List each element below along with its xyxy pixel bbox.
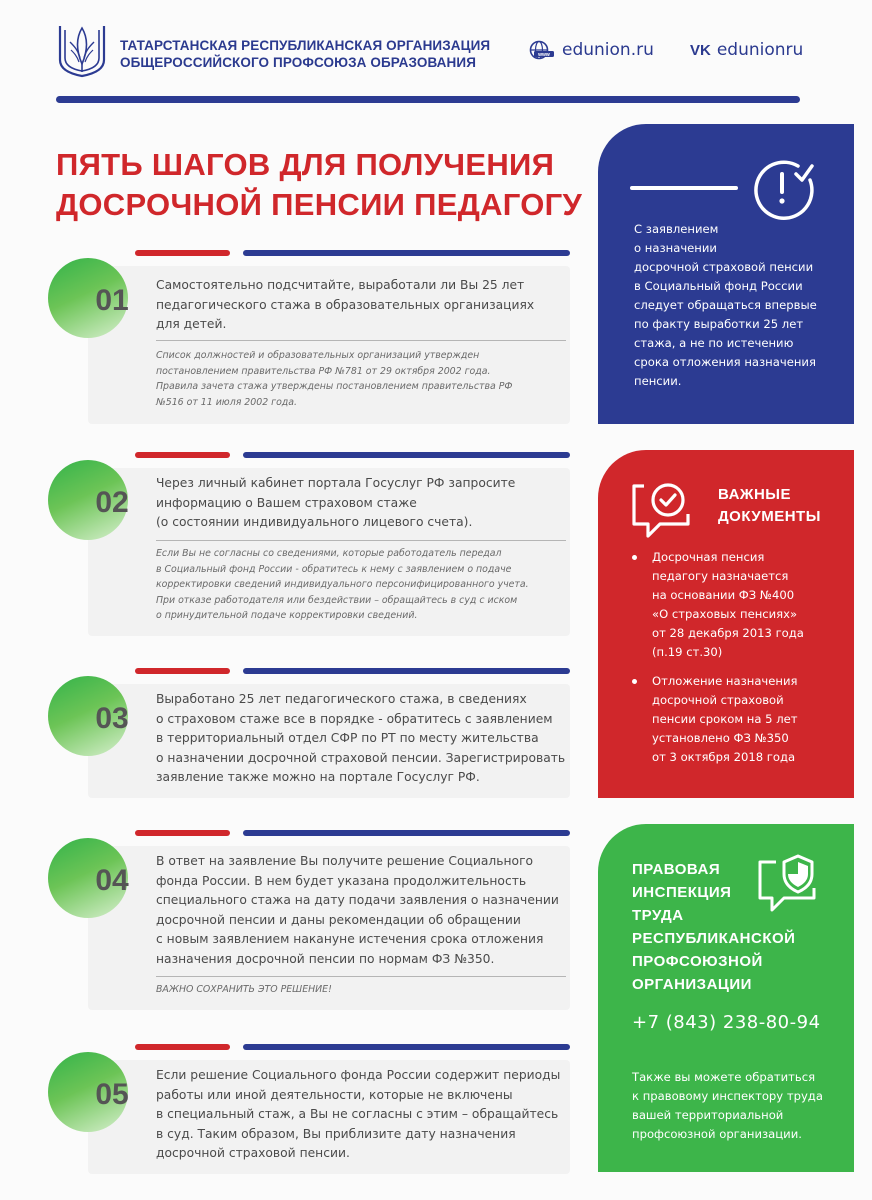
- page-header: [0, 0, 872, 110]
- step-text: Самостоятельно подсчитайте, выработали ли Вы 25 лет педагогического стажа в образовательных организациях для детей.: [156, 278, 535, 331]
- message-check-icon: [630, 480, 692, 540]
- organization-name: [120, 37, 490, 71]
- panel-text: С заявлением о назначении досрочной страховой пенсии в Социальный фонд России следует обращаться впервые по факту выработки 25 лет стажа, а не по истечению срока отложения назначения пенсии.: [634, 222, 817, 388]
- step-bar-red: [135, 668, 230, 674]
- vk-link[interactable]: [690, 40, 803, 60]
- step-number: 03: [95, 702, 129, 735]
- step-bar-blue: [243, 1044, 570, 1050]
- step-note: Если Вы не согласны со сведениями, которые работодатель передал в Социальный фонд России - обратитесь к нему с заявлением о подаче корректировки сведений индивидуального персонифицированного учета. При отказе работодателя или бездействии – обращайтесь в суд с иском о принудительной подаче корректировки сведений.: [156, 548, 529, 621]
- step-number: 05: [95, 1078, 129, 1111]
- step-divider: [156, 540, 566, 541]
- title-line-2: ДОСРОЧНОЙ ПЕНСИИ ПЕДАГОГУ: [56, 187, 583, 222]
- step-text: В ответ на заявление Вы получите решение Социального фонда России. В нем будет указана продолжительность специального стажа на дату подачи заявления о назначении досрочной пенсии и даны рекомендации об обращении с новым заявлением накануне истечения срока отложения назначения досрочной пенсии по нормам ФЗ №350.: [156, 854, 559, 966]
- svg-text:www: www: [538, 52, 550, 58]
- page-title: [56, 145, 582, 225]
- step-bar-red: [135, 452, 230, 458]
- documents-list: [628, 548, 840, 777]
- website-url: edunion.ru: [562, 40, 654, 60]
- vk-handle: edunionru: [716, 40, 804, 60]
- step-1: [48, 250, 570, 425]
- step-3: [48, 668, 570, 798]
- legal-inspection-panel: [598, 824, 854, 1172]
- step-number: 01: [95, 284, 129, 317]
- step-bar-blue: [243, 250, 570, 256]
- step-number: 04: [95, 864, 129, 897]
- step-divider: [156, 976, 566, 977]
- step-text: Через личный кабинет портала Госуслуг РФ запросите информацию о Вашем страховом стаже (о состоянии индивидуального лицевого счета).: [156, 476, 516, 529]
- list-item: Отложение назначения досрочной страховой пенсии сроком на 5 лет установлено ФЗ №350 от 3 октября 2018 года: [628, 672, 840, 767]
- step-note: Список должностей и образовательных организаций утвержден постановлением правительства РФ №781 от 29 октября 2002 года. Правила зачета стажа утверждены постановлением правительства РФ №516 от 11 июля 2002 года.: [156, 350, 513, 408]
- www-globe-icon: [528, 40, 554, 60]
- step-number: 02: [95, 486, 129, 519]
- step-bar-blue: [243, 668, 570, 674]
- clock-exclamation-icon: [752, 158, 818, 220]
- website-link[interactable]: [528, 40, 654, 60]
- union-logo-icon: [56, 20, 108, 78]
- vk-icon: VK: [690, 41, 711, 59]
- panel-heading: ПРАВОВАЯ ИНСПЕКЦИЯ ТРУДА РЕСПУБЛИКАНСКОЙ ПРОФСОЮЗНОЙ ОРГАНИЗАЦИИ: [632, 861, 796, 993]
- important-documents-panel: [598, 450, 854, 798]
- step-bar-blue: [243, 830, 570, 836]
- org-line-1: ТАТАРСТАНСКАЯ РЕСПУБЛИКАНСКАЯ ОРГАНИЗАЦИЯ: [120, 38, 491, 53]
- panel-text: Также вы можете обратиться к правовому инспектору труда вашей территориальной профсоюзной организации.: [632, 1070, 823, 1141]
- panel-line: [630, 186, 738, 190]
- phone-number[interactable]: +7 (843) 238-80-94: [632, 1012, 821, 1033]
- step-text: Если решение Социального фонда России содержит периоды работы или иной деятельности, которые не включены в специальный стаж, а Вы не согласны с этим – обращайтесь в суд. Таким образом, Вы приблизите дату назначения досрочной страховой пенсии.: [156, 1068, 561, 1160]
- panel-heading: ВАЖНЫЕ ДОКУМЕНТЫ: [718, 486, 821, 525]
- step-5: [48, 1044, 570, 1174]
- step-text: Выработано 25 лет педагогического стажа, в сведениях о страховом стаже все в порядке - обратитесь с заявлением в территориальный отдел СФР по РТ по месту жительства о назначении досрочной страховой пенсии. Зарегистрировать заявление также можно на портале Госуслуг РФ.: [156, 692, 566, 784]
- step-divider: [156, 340, 566, 341]
- step-4: [48, 830, 570, 1010]
- step-bar-red: [135, 250, 230, 256]
- step-bar-red: [135, 1044, 230, 1050]
- list-item: Досрочная пенсия педагогу назначается на основании ФЗ №400 «О страховых пенсиях» от 28 декабря 2013 года (п.19 ст.30): [628, 548, 840, 662]
- step-note: ВАЖНО СОХРАНИТЬ ЭТО РЕШЕНИЕ!: [156, 984, 332, 995]
- step-bar-blue: [243, 452, 570, 458]
- org-line-2: ОБЩЕРОССИЙСКОГО ПРОФСОЮЗА ОБРАЗОВАНИЯ: [120, 55, 476, 70]
- title-line-1: ПЯТЬ ШАГОВ ДЛЯ ПОЛУЧЕНИЯ: [56, 147, 555, 182]
- step-bar-red: [135, 830, 230, 836]
- header-divider: [56, 96, 800, 103]
- step-2: [48, 452, 570, 637]
- info-panel-blue: [598, 124, 854, 424]
